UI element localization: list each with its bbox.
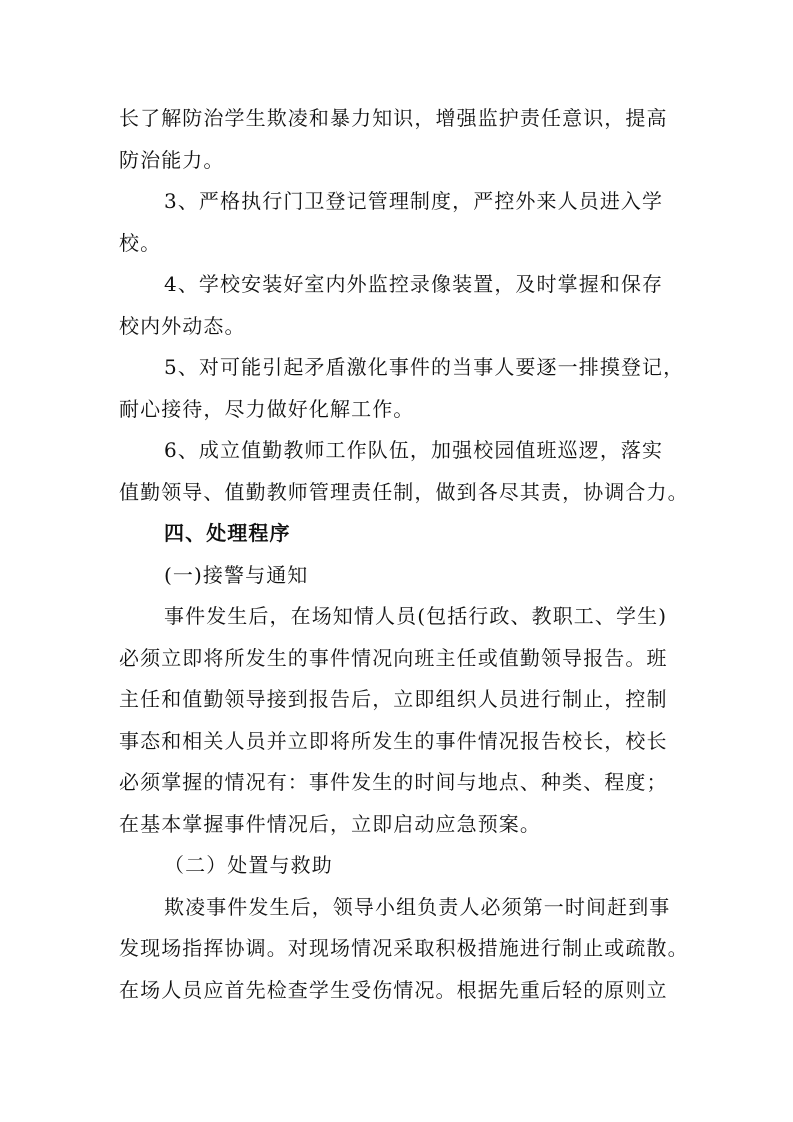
section-heading: 四、处理程序 bbox=[164, 521, 291, 545]
text-line: 校内外动态。 bbox=[119, 314, 246, 338]
subsection-heading: （二）处置与救助 bbox=[164, 853, 333, 877]
text-line: 耐心接待，尽力做好化解工作。 bbox=[119, 397, 415, 421]
subsection-heading: (一)接警与通知 bbox=[164, 563, 309, 587]
text-line: 必须立即将所发生的事件情况向班主任或值勤领导报告。班 bbox=[119, 646, 668, 670]
text-line: 值勤领导、值勤教师管理责任制，做到各尽其责，协调合力。 bbox=[119, 480, 689, 504]
text-line: 防治能力。 bbox=[119, 148, 225, 172]
text-line: 事件发生后，在场知情人员(包括行政、教职工、学生) bbox=[164, 604, 668, 628]
text-line: 发现场指挥协调。对现场情况采取积极措施进行制止或疏散。 bbox=[119, 936, 689, 960]
text-line: 4、学校安装好室内外监控录像装置，及时掌握和保存 bbox=[164, 272, 664, 296]
text-line: 必须掌握的情况有：事件发生的时间与地点、种类、程度； bbox=[119, 770, 668, 794]
text-line: 在场人员应首先检查学生受伤情况。根据先重后轻的原则立 bbox=[119, 978, 668, 1002]
text-line: 主任和值勤领导接到报告后，立即组织人员进行制止，控制 bbox=[119, 687, 668, 711]
text-line: 6、成立值勤教师工作队伍，加强校园值班巡逻，落实 bbox=[164, 438, 664, 462]
text-line: 校。 bbox=[119, 231, 162, 255]
text-line: 事态和相关人员并立即将所发生的事件情况报告校长，校长 bbox=[119, 729, 668, 753]
text-line: 3、严格执行门卫登记管理制度，严控外来人员进入学 bbox=[164, 189, 664, 213]
text-line: 在基本掌握事件情况后，立即启动应急预案。 bbox=[119, 812, 541, 836]
text-line: 5、对可能引起矛盾激化事件的当事人要逐一排摸登记， bbox=[164, 355, 685, 379]
text-line: 欺凌事件发生后，领导小组负责人必须第一时间赶到事 bbox=[164, 895, 671, 919]
text-line: 长了解防治学生欺凌和暴力知识，增强监护责任意识，提高 bbox=[119, 106, 668, 130]
